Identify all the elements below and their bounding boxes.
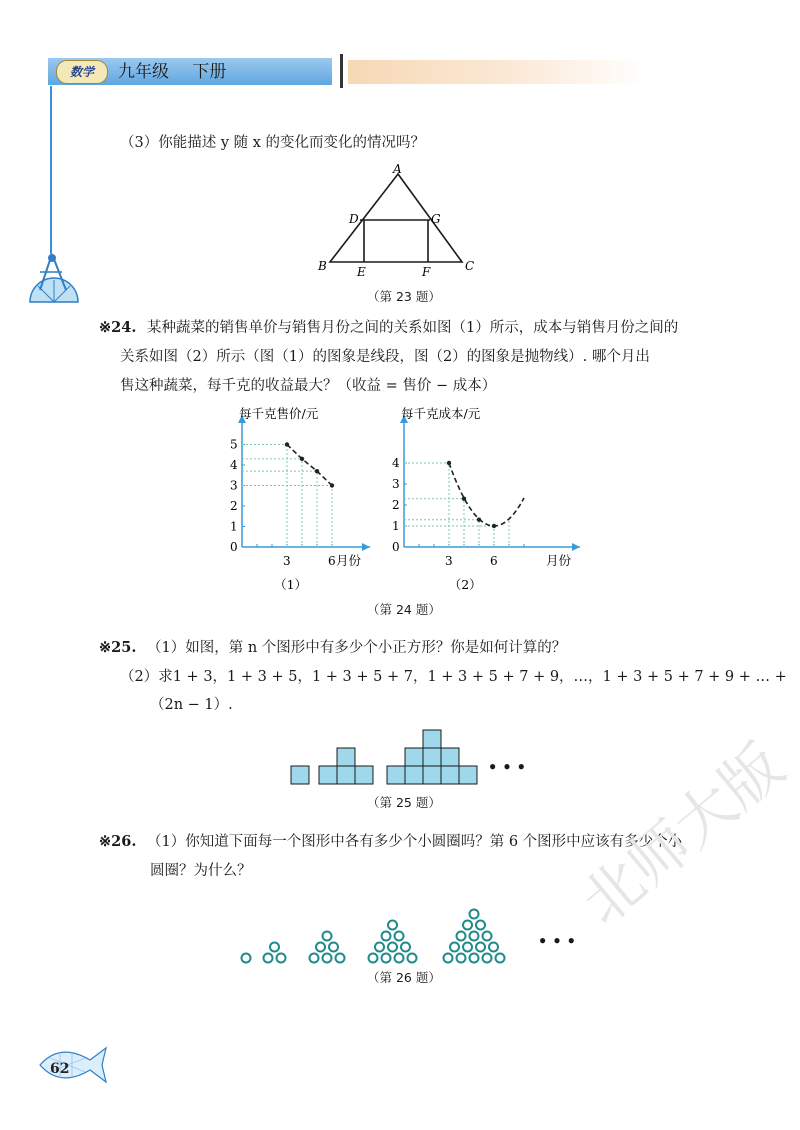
small-circle [470,954,479,963]
small-circle [323,954,332,963]
small-square [405,748,423,766]
q25-part2: （2）求1 + 3，1 + 3 + 5，1 + 3 + 5 + 7，1 + 3 + 5 + 7 + 9，…，1 + 3 + 5 + 7 + 9 + … + [120,669,787,685]
small-square [387,766,405,784]
small-circle [463,921,472,930]
small-square [423,766,441,784]
x-tick-label: 6 [328,554,336,568]
data-point [492,524,496,528]
data-point [300,457,304,461]
small-square [459,766,477,784]
small-circle [277,954,286,963]
y-tick-label: 4 [230,458,238,472]
small-circle [242,954,251,963]
small-circle [369,954,378,963]
y-tick-label: 4 [392,456,400,470]
margin-line [50,86,52,254]
small-circle [395,932,404,941]
q24-number: ※24. [99,319,137,336]
x-axis-arrow [572,543,580,551]
q26-line1: （1）你知道下面每一个图形中各有多少个小圆圈吗？第 6 个图形中应该有多少个小 [147,834,683,850]
small-circle [316,943,325,952]
small-circle [463,943,472,952]
small-circle [270,943,279,952]
x-axis-label: 月份 [546,553,572,568]
label-A: A [393,162,402,176]
q25-ellipsis: • • • [488,759,526,776]
volume-label: 下册 [192,62,227,82]
small-square [337,766,355,784]
q26-number: ※26. [99,833,137,850]
small-circle [329,943,338,952]
small-square [337,748,355,766]
data-point [447,461,451,465]
data-point [477,518,481,522]
label-D: D [349,212,359,226]
small-circle [476,943,485,952]
small-circle [264,954,273,963]
small-circle [483,954,492,963]
x-axis-label: 月份 [336,553,362,568]
label-B: B [318,259,327,273]
small-circle [496,954,505,963]
small-circle [444,954,453,963]
small-circle [408,954,417,963]
y-tick-label: 1 [230,519,238,534]
x-tick-label: 6 [490,554,498,568]
small-circle [401,943,410,952]
y-axis-label: 每千克售价/元 [239,406,319,421]
header-title [118,59,244,85]
small-square [355,766,373,784]
y-tick-label: 3 [230,478,238,493]
y-tick-label: 0 [230,540,238,554]
q23-part3: （3）你能描述 y 随 x 的变化而变化的情况吗？ [120,135,426,151]
q23-caption: （第 23 题） [367,289,441,304]
cost-chart [380,405,590,605]
q26-caption: （第 26 题） [367,970,441,985]
q26-line2: 圆圈？为什么？ [150,863,252,879]
small-square [319,766,337,784]
small-square [441,748,459,766]
small-circle [388,921,397,930]
x-axis-arrow [362,543,370,551]
q25-part1: （1）如图，第 n 个图形中有多少个小正方形？你是如何计算的？ [147,640,567,656]
small-circle [382,932,391,941]
y-tick-label: 1 [392,519,400,533]
grade-label: 九年级 [118,62,169,82]
small-square [423,748,441,766]
q25-caption: （第 25 题） [367,795,441,810]
small-circle [457,932,466,941]
data-point [462,497,466,501]
small-circle [483,932,492,941]
price-chart [210,405,380,605]
label-E: E [357,265,366,279]
y-axis-label: 每千克成本/元 [401,406,481,421]
q24-line2: 关系如图（2）所示（图（1）的图象是线段，图（2）的图象是抛物线）. 哪个月出 [120,349,650,365]
x-tick-label: 3 [283,554,291,568]
page-number: 62 [50,1061,70,1077]
small-square [405,766,423,784]
small-square [291,766,309,784]
small-square [441,766,459,784]
circles-figure [236,900,536,970]
small-square [423,730,441,748]
small-circle [388,943,397,952]
q24-line1: 某种蔬菜的销售单价与销售月份之间的关系如图（1）所示，成本与销售月份之间的 [147,320,679,336]
label-G: G [431,212,441,226]
q26-ellipsis: • • • [538,933,576,950]
q24-caption: （第 24 题） [367,602,441,617]
subject-logo: 数学 [56,60,108,84]
chart-subcaption: （1） [274,577,308,592]
triangle-figure [312,160,482,280]
y-tick-label: 3 [392,477,400,491]
small-circle [457,954,466,963]
data-point [285,442,289,446]
y-tick-label: 2 [230,499,238,513]
y-tick-label: 5 [230,437,238,452]
label-C: C [465,259,475,273]
y-tick-label: 2 [392,498,400,512]
q24-line3: 售这种蔬菜，每千克的收益最大？（收益 = 售价 − 成本） [120,378,497,394]
q25-part2b: （2n − 1）. [150,697,233,713]
compass-icon [22,250,82,310]
chart-subcaption: （2） [448,577,482,592]
small-circle [382,954,391,963]
series-line [287,445,332,486]
x-tick-label: 3 [445,554,453,568]
small-circle [336,954,345,963]
small-circle [323,932,332,941]
header-separator [340,54,343,88]
series-line [449,463,524,526]
small-circle [310,954,319,963]
data-point [315,469,319,473]
y-tick-label: 0 [392,540,400,554]
watermark: 北师大版 [568,730,798,939]
small-circle [476,921,485,930]
small-circle [450,943,459,952]
data-point [330,483,334,487]
small-circle [470,910,479,919]
small-circle [375,943,384,952]
header-decoration [348,60,648,84]
fish-icon [30,1040,110,1090]
small-circle [470,932,479,941]
small-circle [489,943,498,952]
small-circle [395,954,404,963]
q25-number: ※25. [99,639,137,656]
label-F: F [422,265,431,279]
